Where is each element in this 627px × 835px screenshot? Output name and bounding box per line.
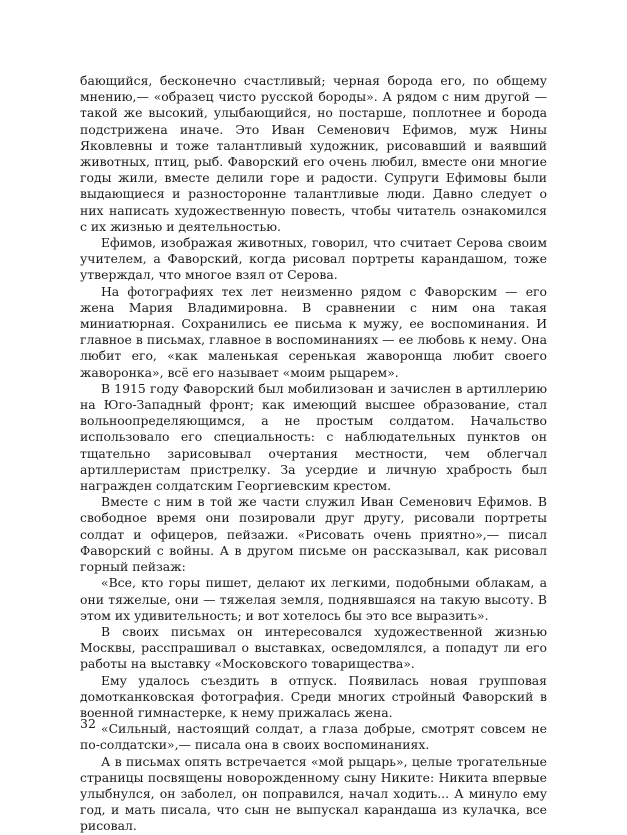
page-number: 32: [80, 716, 96, 731]
paragraph: А в письмах опять встречается «мой рыцарь», целые трогательные страницы посвящены новорожденному сыну Никите: Никита впервые улыбнулся, он заболел, он поправился, начал ходить... А минуло ему год, и мать писала, что сын не выпускал карандаша из кулачка, все рисовал.: [80, 753, 547, 834]
paragraph: В 1915 году Фаворский был мобилизован и зачислен в артиллерию на Юго-Западный фронт; как имеющий высшее образование, стал вольноопределяющимся, а не простым солдатом. Начальство использовало его специальность: с наблюдательных пунктов он тщательно зарисовывал очертания местности, чем облегчал артиллеристам пристрелку. За усердие и личную храбрость был награжден солдатским Георгиевским крестом.: [80, 380, 547, 494]
paragraph: бающийся, бесконечно счастливый; черная борода его, по общему мнению,— «образец чисто русской бороды». А рядом с ним другой — такой же высокий, улыбающийся, но постарше, поплотнее и борода подстрижена иначе. Это Иван Семенович Ефимов, муж Нины Яковлевны и тоже талантливый художник, рисовавший и ваявший животных, птиц, рыб. Фаворский его очень любил, вместе они многие годы жили, вместе делили горе и радости. Супруги Ефимовы были выдающиеся и разносторонне талантливые люди. Давно следует о них написать художественную повесть, чтобы читатель ознакомился с их жизнью и деятельностью.: [80, 73, 547, 234]
paragraph: «Все, кто горы пишет, делают их легкими, подобными облакам, а они тяжелые, они — тяжелая земля, поднявшаяся на такую высоту. В этом их удивительность; и вот хотелось бы это все выразить».: [80, 575, 547, 623]
paragraph: На фотографиях тех лет неизменно рядом с Фаворским — его жена Мария Владимировна. В сравнении с ним она такая миниатюрная. Сохранились ее письма к мужу, ее воспоминания. И главное в письмах, главное в воспоминаниях — ее любовь к нему. Она любит его, «как маленькая серенькая жаворонща любит своего жаворонка», всё его называет «моим рыцарем».: [80, 283, 547, 380]
paragraph: «Сильный, настоящий солдат, а глаза добрые, смотрят совсем не по-солдатски»,— писала она в своих воспоминаниях.: [80, 721, 547, 753]
paragraph: Ефимов, изображая животных, говорил, что считает Серова своим учителем, а Фаворский, когда рисовал портреты карандашом, тоже утверждал, что многое взял от Серова.: [80, 235, 547, 283]
body-text: [80, 73, 547, 835]
paragraph: В своих письмах он интересовался художественной жизнью Москвы, расспрашивал о выставках, осведомлялся, а попадут ли его работы на выставку «Московского товарищества».: [80, 623, 547, 672]
paragraph: Вместе с ним в той же части служил Иван Семенович Ефимов. В свободное время они позировали друг другу, рисовали портреты солдат и офицеров, пейзажи. «Рисовать очень приятно»,— писал Фаворский с войны. А в другом письме он рассказывал, как рисовал горный пейзаж:: [80, 494, 547, 575]
paragraph: Ему удалось съездить в отпуск. Появилась новая групповая домотканковская фотография. Среди многих стройный Фаворский в военной гимнастерке, к нему прижалась жена.: [80, 672, 547, 720]
